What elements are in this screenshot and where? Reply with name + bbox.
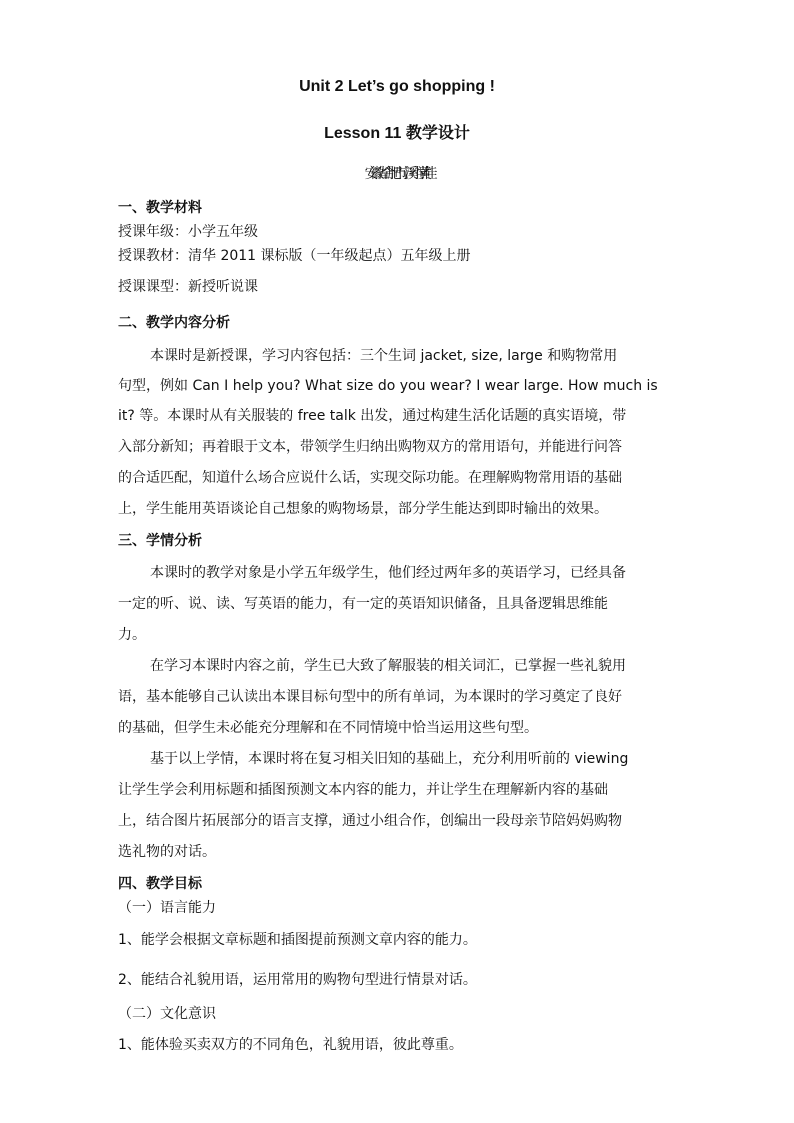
subheading-language: （一）语言能力 [118, 900, 216, 916]
textbook-line: 授课教材：清华 2011 课标版（一年级起点）五年级上册 [118, 248, 471, 264]
learner-p2-line-2: 语，基本能够自己认读出本课目标句型中的所有单词，为本课时的学习奠定了良好 [118, 689, 622, 705]
content-line-5: 的合适匹配，知道什么场合应说什么话，实现交际功能。在理解购物常用语的基础 [118, 470, 622, 486]
section4-heading: 四、教学目标 [118, 876, 202, 892]
subheading-culture: （二）文化意识 [118, 1006, 216, 1022]
learner-p3-line-1: 基于以上学情，本课时将在复习相关旧知的基础上，充分利用听前的 viewing [150, 751, 629, 767]
learner-p2-line-1: 在学习本课时内容之前，学生已大致了解服装的相关词汇，已掌握一些礼貌用 [150, 658, 626, 674]
learner-p3-line-3: 上，结合图片拓展部分的语言支撑，通过小组合作，创编出一段母亲节陪妈妈购物 [118, 813, 622, 829]
learner-p1-line-3: 力。 [118, 627, 146, 643]
author-line: 安徽省合肥市宁溪小学 黄佳 [364, 166, 430, 182]
objective-item-2: 2、能结合礼貌用语，运用常用的购物句型进行情景对话。 [118, 972, 477, 988]
lesson-subtitle: Lesson 11 教学设计 [324, 125, 470, 142]
section2-heading: 二、教学内容分析 [118, 315, 230, 331]
lesson-type-line: 授课课型：新授听说课 [118, 279, 258, 295]
content-line-6: 上，学生能用英语谈论自己想象的购物场景，部分学生能达到即时输出的效果。 [118, 501, 608, 517]
content-line-3: it? 等。本课时从有关服装的 free talk 出发，通过构建生活化话题的真实语境，带 [118, 408, 627, 424]
objective-item-1: 1、能学会根据文章标题和插图提前预测文章内容的能力。 [118, 932, 477, 948]
grade-line: 授课年级：小学五年级 [118, 224, 258, 240]
section1-heading: 一、教学材料 [118, 200, 202, 216]
learner-p1-line-1: 本课时的教学对象是小学五年级学生，他们经过两年多的英语学习，已经具备 [150, 565, 626, 581]
learner-p1-line-2: 一定的听、说、读、写英语的能力，有一定的英语知识储备，且具备逻辑思维能 [118, 596, 608, 612]
learner-p3-line-4: 选礼物的对话。 [118, 844, 216, 860]
document-title: Unit 2 Let’s go shopping ! [299, 78, 495, 95]
objective-item-3: 1、能体验买卖双方的不同角色，礼貌用语，彼此尊重。 [118, 1037, 463, 1053]
content-line-2: 句型，例如 Can I help you? What size do you wear? I wear large. How much is [118, 378, 658, 394]
content-line-1: 本课时是新授课，学习内容包括：三个生词 jacket, size, large 和购物常用 [150, 348, 618, 364]
section3-heading: 三、学情分析 [118, 533, 202, 549]
learner-p2-line-3: 的基础，但学生未必能充分理解和在不同情境中恰当运用这些句型。 [118, 720, 538, 736]
learner-p3-line-2: 让学生学会利用标题和插图预测文本内容的能力，并让学生在理解新内容的基础 [118, 782, 608, 798]
content-line-4: 入部分新知；再着眼于文本，带领学生归纳出购物双方的常用语句，并能进行问答 [118, 439, 622, 455]
